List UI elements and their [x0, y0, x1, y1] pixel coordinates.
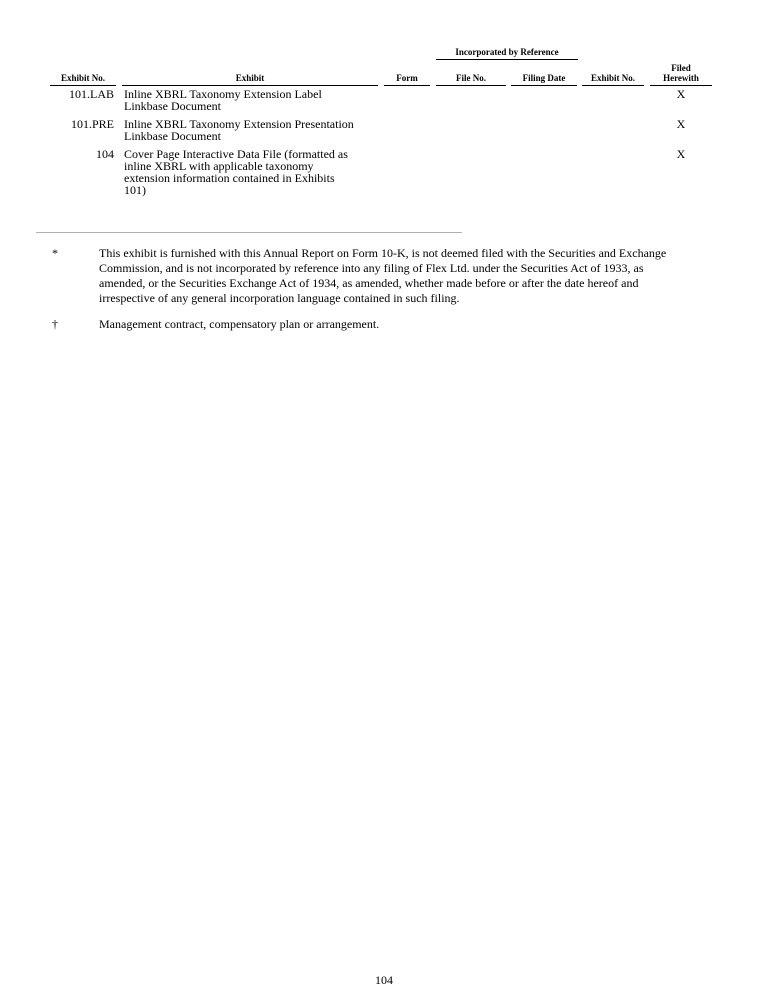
footnote-text-asterisk: This exhibit is furnished with this Annual Report on Form 10-K, is not deemed filed with the Securities and Exchange Commission, and is not incorporated by reference into any filing of Flex Ltd. under the Securities Act of 1933, as amended, or the Securities Exchange Act of 1934, as amended, whether made before or after the date hereof and irrespective of any general incorporation language contained in such filing.	[99, 246, 667, 305]
footnote-separator	[36, 232, 462, 233]
col-header-exhibit-no-ref: Exhibit No.	[590, 73, 635, 83]
col-rule-exhibit	[122, 85, 378, 86]
col-header-form: Form	[396, 73, 418, 83]
page-number: 104	[375, 973, 393, 987]
row-filed-herewith: X	[676, 147, 686, 161]
row-filed-herewith: X	[676, 87, 686, 101]
col-rule-filed	[650, 85, 712, 86]
col-header-filed-line2: Herewith	[663, 73, 699, 83]
col-rule-exhibit-no	[50, 85, 116, 86]
col-rule-form	[384, 85, 430, 86]
row-exhibit-no: 104	[96, 147, 114, 161]
col-header-filed-line1: Filed	[671, 63, 691, 73]
row-exhibit-desc: Cover Page Interactive Data File (formatted as inline XBRL with applicable taxonomy extension information contained in Exhibits 101)	[124, 147, 348, 197]
group-header-incorporated-by-reference: Incorporated by Reference	[455, 47, 559, 57]
col-header-file-no: File No.	[456, 73, 486, 83]
row-exhibit-no: 101.LAB	[69, 87, 114, 101]
col-rule-exhibit-no-ref	[582, 85, 644, 86]
group-header-rule	[436, 59, 578, 60]
footnote-text-dagger: Management contract, compensatory plan or arrangement.	[99, 317, 380, 331]
row-exhibit-no: 101.PRE	[70, 117, 114, 131]
col-rule-file-no	[436, 85, 506, 86]
footnote-mark-asterisk: *	[52, 246, 58, 260]
col-rule-filing-date	[511, 85, 577, 86]
row-filed-herewith: X	[676, 117, 686, 131]
col-header-exhibit-no: Exhibit No.	[60, 73, 105, 83]
footnote-mark-dagger: †	[52, 317, 58, 331]
col-header-exhibit: Exhibit	[235, 73, 265, 83]
row-exhibit-desc: Inline XBRL Taxonomy Extension Label Linkbase Document	[124, 87, 322, 113]
col-header-filing-date: Filing Date	[522, 73, 566, 83]
row-exhibit-desc: Inline XBRL Taxonomy Extension Presentation Linkbase Document	[124, 117, 354, 143]
